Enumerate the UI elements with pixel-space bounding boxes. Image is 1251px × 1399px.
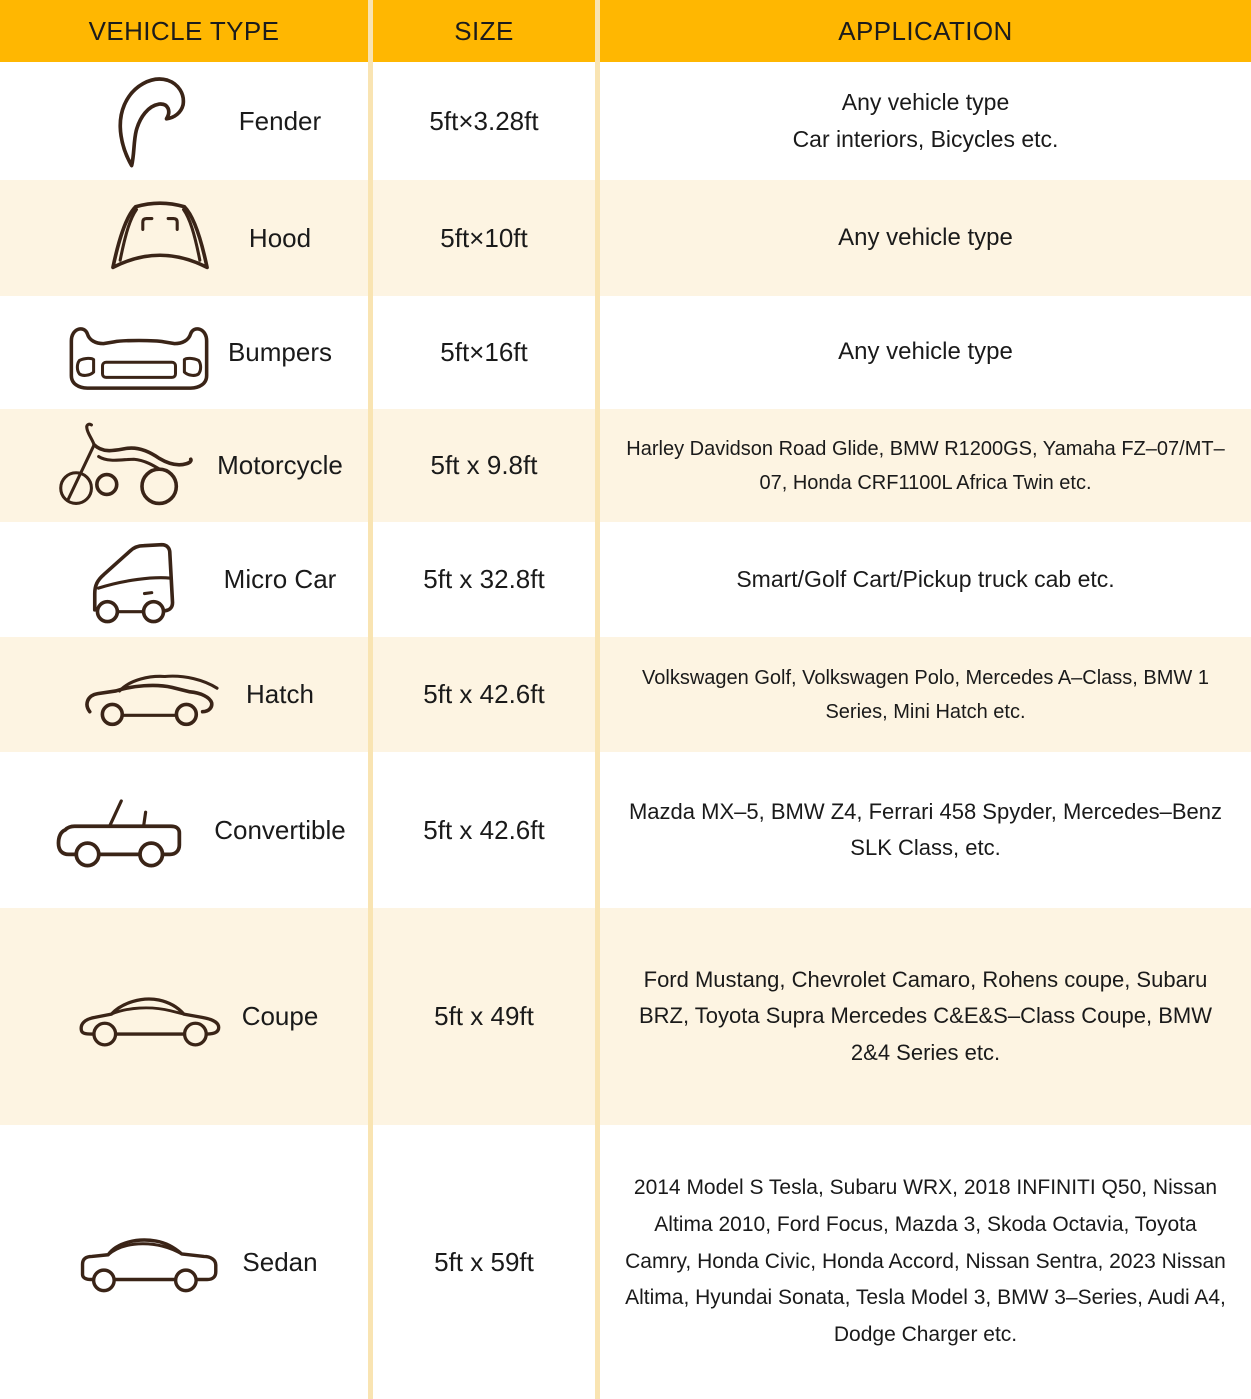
application-line: Any vehicle type xyxy=(841,89,1010,116)
vehicle-type-cell xyxy=(0,908,368,1125)
size-cell: 5ft×10ft xyxy=(373,180,595,296)
size-cell: 5ft×16ft xyxy=(373,296,595,409)
vehicle-type-label: Coupe xyxy=(241,1001,319,1031)
size-cell: 5ft x 32.8ft xyxy=(373,522,595,637)
table-row xyxy=(0,752,1251,908)
vehicle-type-label: Bumpers xyxy=(227,337,333,367)
vehicle-type-cell xyxy=(0,296,368,409)
table-row xyxy=(0,296,1251,409)
application-cell xyxy=(600,752,1251,908)
application-cell xyxy=(600,409,1251,522)
application-line: 2014 Model S Tesla, Subaru WRX, 2018 INFINITI Q50, Nissan Altima 2010, Ford Focus, Mazda 3, Skoda Octavia, Toyota Camry, Honda Civic, Honda Accord, Nissan Sentra, 2023 Nissan Altima, Hyundai Sonata, Tesla Model 3, BMW 3–Series, Audi A4, Dodge Charger etc. xyxy=(625,1176,1226,1347)
application-line: Volkswagen Golf, Volkswagen Polo, Mercedes A–Class, BMW 1 Series, Mini Hatch etc. xyxy=(642,666,1209,723)
size-cell: 5ft x 59ft xyxy=(373,1125,595,1399)
header-size: SIZE xyxy=(373,0,595,62)
micro-car-icon xyxy=(56,530,214,630)
application-cell xyxy=(600,908,1251,1125)
vehicle-type-cell xyxy=(0,62,368,180)
application-line: Any vehicle type xyxy=(838,223,1013,251)
vehicle-type-label: Hood xyxy=(248,222,312,253)
size-cell: 5ft x 9.8ft xyxy=(373,409,595,522)
vehicle-type-cell xyxy=(0,1125,368,1399)
application-line: Smart/Golf Cart/Pickup truck cab etc. xyxy=(736,566,1115,593)
application-line: Car interiors, Bicycles etc. xyxy=(792,126,1059,152)
application-line: Any vehicle type xyxy=(838,338,1013,366)
vehicle-type-label: Sedan xyxy=(242,1246,318,1277)
vehicle-type-label: Convertible xyxy=(214,814,346,845)
header-vehicle-type: VEHICLE TYPE xyxy=(0,0,368,62)
vehicle-type-label: Motorcycle xyxy=(217,450,343,480)
application-cell xyxy=(600,522,1251,637)
vehicle-type-cell xyxy=(0,752,368,908)
table-row xyxy=(0,637,1251,752)
table-row xyxy=(0,522,1251,637)
vehicle-type-cell xyxy=(0,522,368,637)
application-line: Ford Mustang, Chevrolet Camaro, Rohens coupe, Subaru BRZ, Toyota Supra Mercedes C&E&S–Class Coupe, BMW 2&4 Series etc. xyxy=(638,967,1213,1065)
size-cell: 5ft×3.28ft xyxy=(373,62,595,180)
fender-icon xyxy=(71,71,229,172)
sedan-icon xyxy=(74,1219,232,1305)
table-row xyxy=(0,409,1251,522)
vehicle-type-cell xyxy=(0,637,368,752)
vehicle-type-label: Micro Car xyxy=(223,564,337,594)
table-row xyxy=(0,1125,1251,1399)
bumpers-icon xyxy=(60,308,218,397)
application-cell xyxy=(600,296,1251,409)
vehicle-type-label: Fender xyxy=(238,105,322,136)
header-application: APPLICATION xyxy=(600,0,1251,62)
convertible-icon xyxy=(46,786,204,875)
vehicle-type-cell xyxy=(0,180,368,296)
vehicle-type-cell xyxy=(0,409,368,522)
table-row xyxy=(0,62,1251,180)
coupe-icon xyxy=(74,974,232,1060)
table-row xyxy=(0,180,1251,296)
table-row xyxy=(0,908,1251,1125)
size-cell: 5ft x 42.6ft xyxy=(373,752,595,908)
motorcycle-icon xyxy=(49,414,207,518)
hood-icon xyxy=(81,195,239,281)
application-cell xyxy=(600,637,1251,752)
table-header-row xyxy=(0,0,1251,62)
application-line: Harley Davidson Road Glide, BMW R1200GS, Yamaha FZ–07/MT–07, Honda CRF1100L Africa Twin etc. xyxy=(626,437,1225,494)
vehicle-type-label: Hatch xyxy=(246,679,314,709)
application-cell xyxy=(600,180,1251,296)
application-cell xyxy=(600,1125,1251,1399)
size-cell: 5ft x 42.6ft xyxy=(373,637,595,752)
application-cell xyxy=(600,62,1251,180)
application-line: Mazda MX–5, BMW Z4, Ferrari 458 Spyder, Mercedes–Benz SLK Class, etc. xyxy=(628,798,1222,860)
size-cell: 5ft x 49ft xyxy=(373,908,595,1125)
hatch-icon xyxy=(78,652,236,738)
